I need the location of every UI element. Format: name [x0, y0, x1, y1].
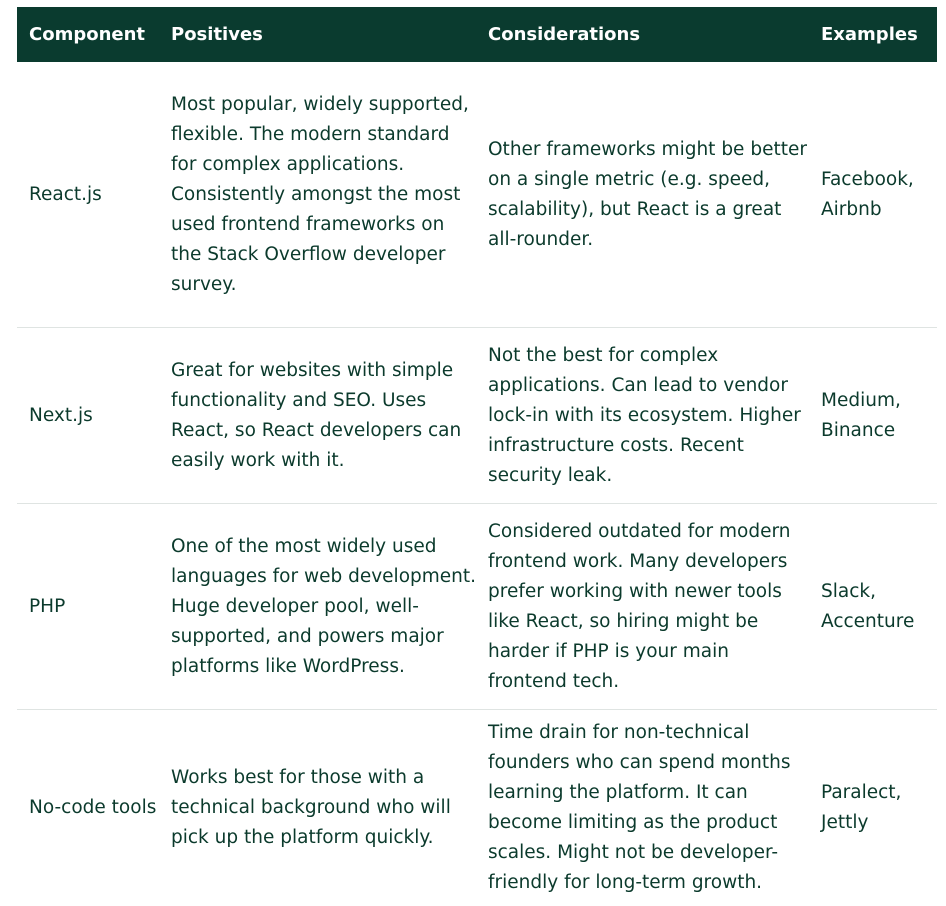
examples-cell: Paralect, Jettly	[821, 782, 902, 833]
component-cell: React.js	[29, 183, 102, 205]
positives-cell: Works best for those with a technical background who will pick up the platform quickly.	[171, 767, 451, 848]
table-row	[17, 328, 937, 504]
positives-cell: One of the most widely used languages for web development. Huge developer pool, well-supported, and powers major platforms like WordPress.	[171, 535, 477, 677]
table-row	[17, 62, 937, 328]
header-component: Component	[29, 24, 146, 45]
table-row	[17, 710, 937, 906]
header-considerations: Considerations	[488, 24, 641, 45]
table-row	[17, 504, 937, 710]
examples-cell: Medium, Binance	[821, 389, 901, 441]
table-header	[17, 7, 937, 62]
considerations-cell: Considered outdated for modern frontend work. Many developers prefer working with newer tools like React, so hiring might be harder if PHP is your main frontend tech.	[488, 520, 791, 692]
considerations-cell: Other frameworks might be better on a single metric (e.g. speed, scalability), but React is a great all-rounder.	[488, 138, 807, 250]
positives-cell: Great for websites with simple functionality and SEO. Uses React, so React developers can easily work with it.	[171, 359, 462, 471]
examples-cell: Facebook, Airbnb	[821, 168, 914, 220]
considerations-cell: Time drain for non-technical founders who can spend months learning the platform. It can become limiting as the product scales. Might not be developer-friendly for long-term growth.	[488, 722, 791, 893]
header-positives: Positives	[171, 24, 263, 45]
component-cell: Next.js	[29, 404, 93, 426]
comparison-table	[17, 7, 937, 906]
considerations-cell: Not the best for complex applications. Can lead to vendor lock-in with its ecosystem. Higher infrastructure costs. Recent security leak.	[488, 344, 801, 486]
component-cell: PHP	[29, 595, 66, 617]
component-cell: No-code tools	[29, 797, 157, 818]
examples-cell: Slack, Accenture	[821, 580, 915, 632]
header-examples: Examples	[821, 24, 918, 45]
positives-cell: Most popular, widely supported, flexible. The modern standard for complex applications. Consistently amongst the most used frontend frameworks on the Stack Overflow developer survey.	[171, 93, 469, 295]
